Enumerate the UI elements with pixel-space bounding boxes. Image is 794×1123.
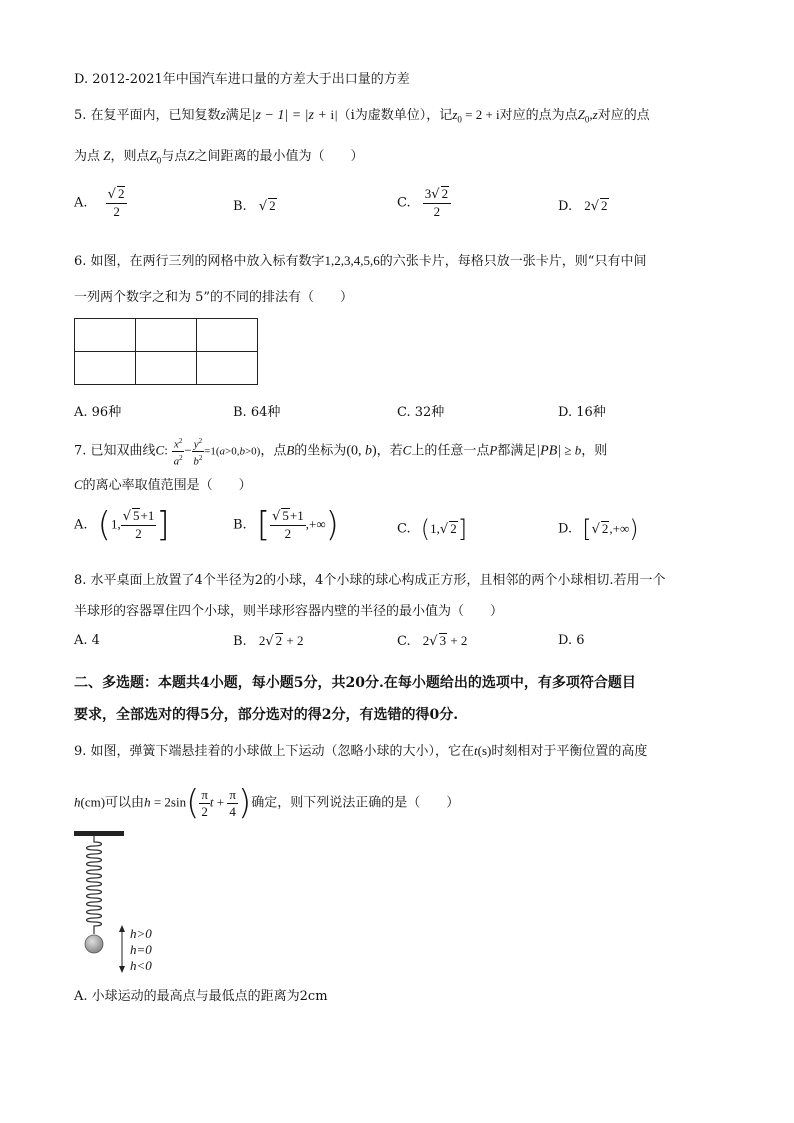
grid-cell xyxy=(136,319,197,352)
question-9-line1: 9. 如图，弹簧下端悬挂着的小球做上下运动（忽略小球的大小），它在t(s)时刻相对于平衡位置的高度 xyxy=(74,743,648,759)
spring-coil xyxy=(87,836,102,934)
grid-cell xyxy=(197,319,258,352)
ball xyxy=(85,935,103,953)
card-grid xyxy=(74,318,258,385)
question-7-line2: C的离心率取值范围是（ ） xyxy=(74,477,252,493)
grid-cell xyxy=(197,352,258,385)
arrow-up-icon xyxy=(119,925,125,932)
question-5-option-b: B. √ 2 xyxy=(233,198,276,214)
ceiling-bar xyxy=(74,831,124,836)
question-8-option-a: A. 4 xyxy=(74,633,100,648)
grid-cell xyxy=(75,352,136,385)
grid-cell xyxy=(75,319,136,352)
question-5-option-a: A. $\frac{√ 2}{2}$ xyxy=(74,186,127,220)
question-7-option-a: A. (1, $\frac{√ 5+1}{2}$ ] xyxy=(74,505,170,545)
question-9-line2: h(cm)可以由h = 2sin( $\frac{\pi}{2}$ t + $\frac{\pi}{4}$ )确定，则下列说法正确的是（ ） xyxy=(74,783,460,823)
label-h-negative: h<0 xyxy=(130,958,152,973)
question-5-line2: 为点 Z，则点$Z_0$与点Z之间距离的最小值为（ ） xyxy=(74,148,364,166)
question-5-option-c: C. $\frac{3√ 2}{2}$ xyxy=(397,186,451,220)
arrow-down-icon xyxy=(119,966,125,973)
question-7-line1: 7. 已知双曲线C: $\frac{x^2}{a^2}$ − $\frac{y^2}{b^2}$ =1(a>0,b>0)，点B的坐标为(0, b)，若C上的任意一点P都满足|PB| ≥ b，则 xyxy=(74,437,608,468)
question-6-line1: 6. 如图，在两行三列的网格中放入标有数字1,2,3,4,5,6的六张卡片，每格只放一张卡片，则“只有中间 xyxy=(74,253,647,269)
question-5-line1: 5. 在复平面内，已知复数z满足|z − 1| = |z + i|（i为虚数单位），记$z_0 = 2 + i$对应的点为点$Z_0,z$对应的点 xyxy=(74,107,650,125)
question-8-option-c: C. 2√ 3 + 2 xyxy=(397,633,468,649)
question-6-option-a: A. 96种 xyxy=(74,405,122,420)
section-2-heading-line1: 二、多选题：本题共4小题，每小题5分，共20分.在每小题给出的选项中，有多项符合题目 xyxy=(74,675,636,691)
question-8-option-d: D. 6 xyxy=(558,633,585,648)
section-2-heading-line2: 要求，全部选对的得5分，部分选对的得2分，有选错的得0分. xyxy=(74,707,459,723)
question-5-option-d: D. 2√ 2 xyxy=(558,198,608,214)
question-8-line2: 半球形的容器罩住四个小球，则半球形容器内壁的半径的最小值为（ ） xyxy=(74,604,504,619)
label-h-zero: h=0 xyxy=(130,942,152,957)
question-6-line2: 一列两个数字之和为 5”的不同的排法有（ ） xyxy=(74,290,354,305)
question-6-option-c: C. 32种 xyxy=(397,405,445,420)
option-d-prev: D. 2012-2021年中国汽车进口量的方差大于出口量的方差 xyxy=(74,72,410,87)
question-7-option-b: B. [ $\frac{√ 5+1}{2}$ ,+∞) xyxy=(233,505,339,545)
grid-cell xyxy=(136,352,197,385)
question-7-option-c: C. (1,√ 2] xyxy=(397,515,468,543)
question-9-option-a: A. 小球运动的最高点与最低点的距离为2cm xyxy=(74,989,328,1004)
question-6-option-d: D. 16种 xyxy=(558,405,606,420)
spring-diagram xyxy=(68,828,168,978)
question-8-option-b: B. 2√ 2 + 2 xyxy=(233,633,304,649)
question-6-option-b: B. 64种 xyxy=(233,405,281,420)
label-h-positive: h>0 xyxy=(130,926,152,941)
question-7-option-d: D. [√ 2,+∞) xyxy=(558,515,639,543)
question-8-line1: 8. 水平桌面上放置了4个半径为2的小球，4个小球的球心构成正方形，且相邻的两个小球相切.若用一个 xyxy=(74,573,666,588)
